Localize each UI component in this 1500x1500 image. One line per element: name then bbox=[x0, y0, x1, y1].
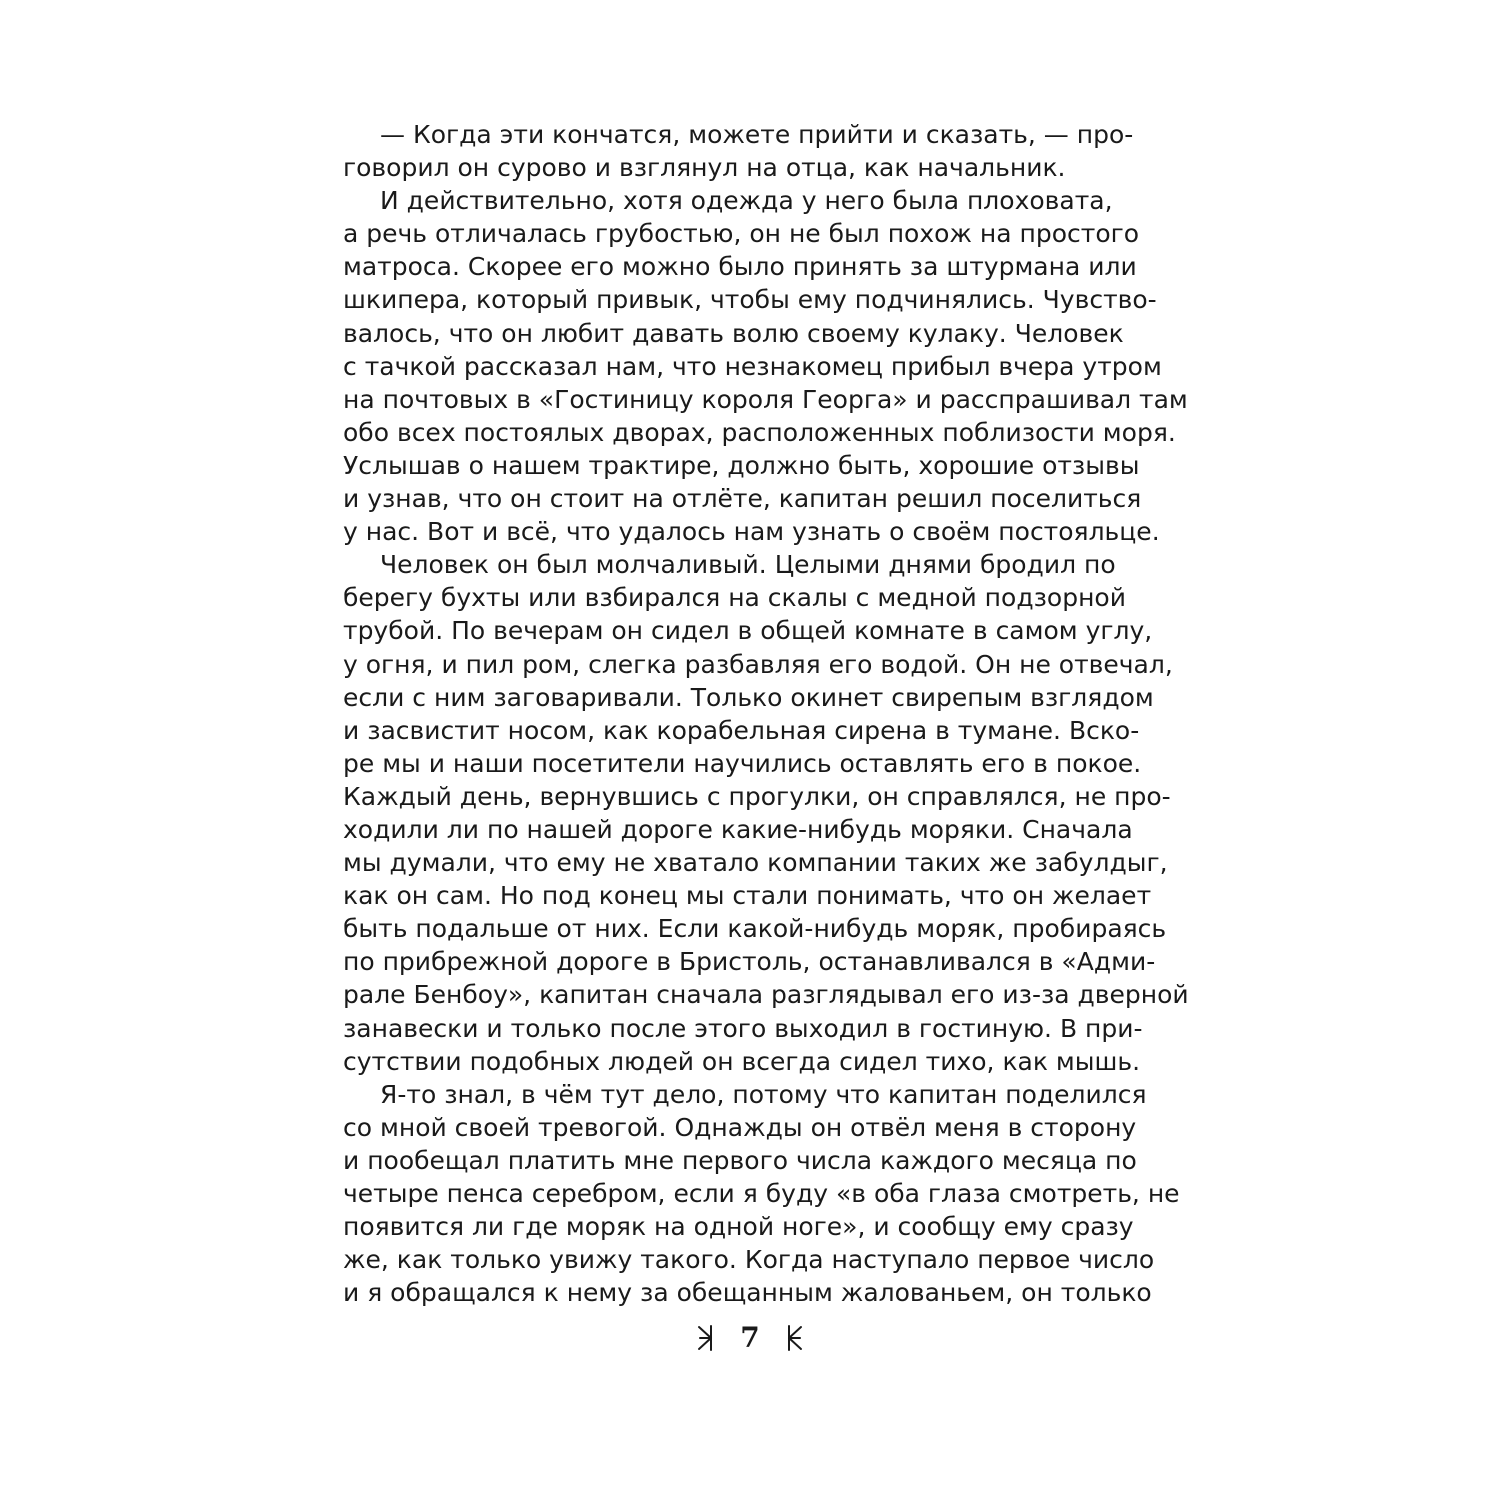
text-line: со мной своей тревогой. Однажды он отвёл меня в сторону bbox=[343, 1112, 1137, 1142]
text-line: мы думали, что ему не хватало компании таких же забулдыг, bbox=[343, 848, 1168, 878]
text-line: ре мы и наши посетители научились оставлять его в покое. bbox=[343, 748, 1142, 778]
text-line: же, как только увижу такого. Когда наступало первое число bbox=[343, 1245, 1155, 1275]
text-line: обо всех постоялых дворах, расположенных поблизости моря. bbox=[343, 417, 1176, 447]
text-line: и пообещал платить мне первого числа каждого месяца по bbox=[343, 1145, 1137, 1175]
text-line: с тачкой рассказал нам, что незнакомец прибыл вчера утром bbox=[343, 351, 1162, 381]
text-line: и засвистит носом, как корабельная сирена в тумане. Вско- bbox=[343, 715, 1140, 745]
text-line: трубой. По вечерам он сидел в общей комнате в самом углу, bbox=[343, 616, 1153, 646]
page-folio bbox=[0, 1318, 1500, 1358]
text-line: у огня, и пил ром, слегка разбавляя его водой. Он не отвечал, bbox=[343, 649, 1173, 679]
text-line: — Когда эти кончатся, можете прийти и сказать, — про- bbox=[380, 120, 1134, 149]
text-line: у нас. Вот и всё, что удалось нам узнать о своём постояльце. bbox=[343, 517, 1160, 547]
body-text bbox=[343, 118, 1189, 1309]
text-line: матроса. Скорее его можно было принять за штурмана или bbox=[343, 252, 1137, 282]
text-line: ходили ли по нашей дороге какие-нибудь моряки. Сначала bbox=[343, 814, 1133, 844]
text-line: шкипера, который привык, чтобы ему подчинялись. Чувство- bbox=[343, 285, 1157, 315]
text-line: Человек он был молчаливый. Целыми днями бродил по bbox=[380, 550, 1116, 580]
text-line: рале Бенбоу», капитан сначала разглядывал его из-за дверной bbox=[343, 980, 1189, 1010]
text-line: занавески и только после этого выходил в гостиную. В при- bbox=[343, 1013, 1143, 1043]
text-line: а речь отличалась грубостью, он не был похож на простого bbox=[343, 219, 1140, 249]
text-line: на почтовых в «Гостиницу короля Георга» и расспрашивал там bbox=[343, 384, 1188, 414]
text-line: Я-то знал, в чём тут дело, потому что капитан поделился bbox=[380, 1079, 1147, 1109]
text-line: Каждый день, вернувшись с прогулки, он справлялся, не про- bbox=[343, 781, 1171, 811]
left-ornament-icon bbox=[696, 1323, 718, 1353]
text-line: берегу бухты или взбирался на скалы с медной подзорной bbox=[343, 583, 1126, 613]
text-line: если с ним заговаривали. Только окинет свирепым взглядом bbox=[343, 682, 1154, 712]
text-line: быть подальше от них. Если какой-нибудь моряк, пробираясь bbox=[343, 914, 1167, 944]
text-line: четыре пенса серебром, если я буду «в оба глаза смотреть, не bbox=[343, 1179, 1180, 1208]
text-line: как он сам. Но под конец мы стали понимать, что он желает bbox=[343, 881, 1152, 911]
text-line: сутствии подобных людей он всегда сидел тихо, как мышь. bbox=[343, 1046, 1141, 1076]
right-ornament-icon bbox=[782, 1323, 804, 1353]
text-line: и я обращался к нему за обещанным жалованьем, он только bbox=[343, 1278, 1152, 1308]
text-line: говорил он сурово и взглянул на отца, как начальник. bbox=[343, 153, 1066, 183]
text-line: появится ли где моряк на одной ноге», и сообщу ему сразу bbox=[343, 1212, 1134, 1242]
page-number: 7 bbox=[740, 1321, 760, 1354]
text-line: по прибрежной дороге в Бристоль, останавливался в «Адми- bbox=[343, 947, 1156, 977]
text-line: валось, что он любит давать волю своему кулаку. Человек bbox=[343, 318, 1124, 348]
text-line: Услышав о нашем трактире, должно быть, хорошие отзывы bbox=[343, 450, 1140, 480]
text-line: и узнав, что он стоит на отлёте, капитан решил поселиться bbox=[343, 484, 1142, 514]
text-line: И действительно, хотя одежда у него была плоховата, bbox=[380, 186, 1113, 216]
